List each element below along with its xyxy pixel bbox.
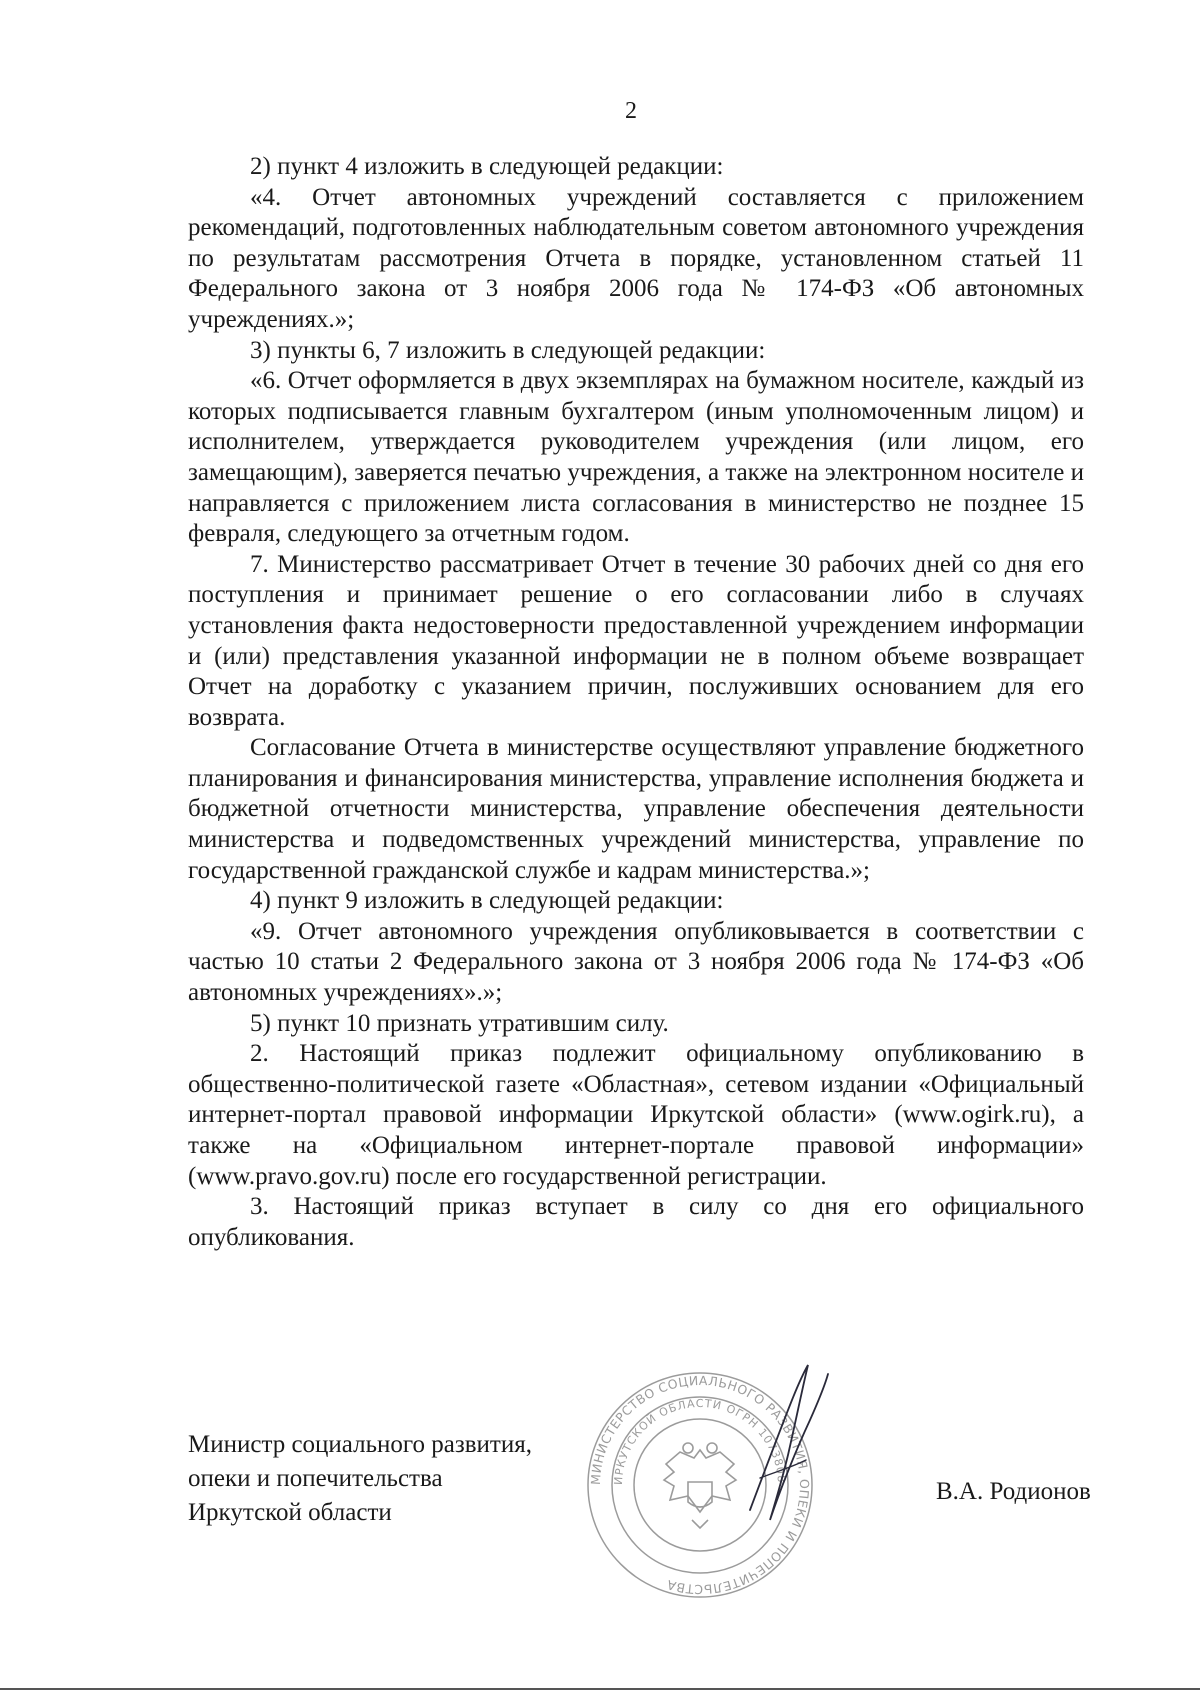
- paragraph-publication: 2. Настоящий приказ подлежит официальному опубликованию в общественно-политической газете «Областная», сетевом издании «Официальный интернет-портал правовой информации Иркутской области» (www.ogirk.ru), а также на «Официальном интернет-портале правовой информации» (www.pravo.gov.ru) после его государственной регистрации.: [188, 1040, 1084, 1190]
- page-number: 2: [625, 98, 637, 124]
- paragraph-item-9-text: «9. Отчет автономного учреждения опубликовывается в соответствии с частью 10 статьи 2 Федерального закона от 3 ноября 2006 года № 174-ФЗ «Об автономных учреждениях».»;: [188, 917, 1084, 1007]
- seal-outer-text: МИНИСТЕРСТВО СОЦИАЛЬНОГО РАЗВИТИЯ, ОПЕКИ И ПОПЕЧИТЕЛЬСТВА: [587, 1372, 813, 1598]
- paragraph-item-6-text: «6. Отчет оформляется в двух экземплярах на бумажном носителе, каждый из которых подписывается главным бухгалтером (иным уполномоченным лицом) и исполнителем, утверждается руководителем учреждения (или лицом, его замещающим), заверяется печатью учреждения, а также на электронном носителе и направляется с приложением листа согласования в министерство не позднее 15 февраля, следующего за отчетным годом.: [188, 367, 1084, 548]
- signatory-name: В.А. Родионов: [936, 1478, 1091, 1505]
- handwritten-signature: [730, 1360, 840, 1530]
- paragraph-amend-item-9: 4) пункт 9 изложить в следующей редакции:: [250, 887, 724, 915]
- paragraph-approval-text: Согласование Отчета в министерстве осуществляют управление бюджетного планирования и финансирования министерства, управление исполнения бюджета и бюджетной отчетности министерства, управление обеспечения деятельности министерства и подведомственных учреждений министерства, управление по государственной гражданской службе и кадрам министерства.»;: [188, 734, 1084, 884]
- paragraph-amend-item-4: 2) пункт 4 изложить в следующей редакции:: [250, 153, 724, 180]
- page-bottom-rule: [0, 1688, 1200, 1690]
- paragraph-amend-items-6-7: 3) пункты 6, 7 изложить в следующей редакции:: [250, 336, 766, 364]
- paragraph-entry-into-force: 3. Настоящий приказ вступает в силу со дня его официального опубликования.: [188, 1193, 1084, 1251]
- signatory-title-line: Иркутской области: [188, 1499, 392, 1526]
- paragraph-item-7-text: 7. Министерство рассматривает Отчет в течение 30 рабочих дней со дня его поступления и принимает решение о его согласовании либо в случаях установления факта недостоверности предоставленной учреждением информации и (или) представления указанной информации не в полном объеме возвращает Отчет на доработку с указанием причин, послуживших основанием для его возврата.: [188, 550, 1084, 731]
- seal-inner-text: ИРКУТСКОЙ ОБЛАСТИ ОГРН 1073808: [611, 1396, 789, 1486]
- coat-of-arms-emblem: [664, 1443, 736, 1528]
- document-body: [188, 152, 1084, 1253]
- paragraph-item-4-text: «4. Отчет автономных учреждений составляется с приложением рекомендаций, подготовленных наблюдательным советом автономного учреждения по результатам рассмотрения Отчета в порядке, установленном статьей 11 Федерального закона от 3 ноября 2006 года № 174-ФЗ «Об автономных учреждениях.»;: [188, 183, 1084, 333]
- paragraph-item-10-void: 5) пункт 10 признать утратившим силу.: [250, 1009, 669, 1037]
- signatory-title-line: опеки и попечительства: [188, 1465, 443, 1492]
- signatory-title-line: Министр социального развития,: [188, 1431, 532, 1458]
- signatory-title: [188, 1428, 532, 1530]
